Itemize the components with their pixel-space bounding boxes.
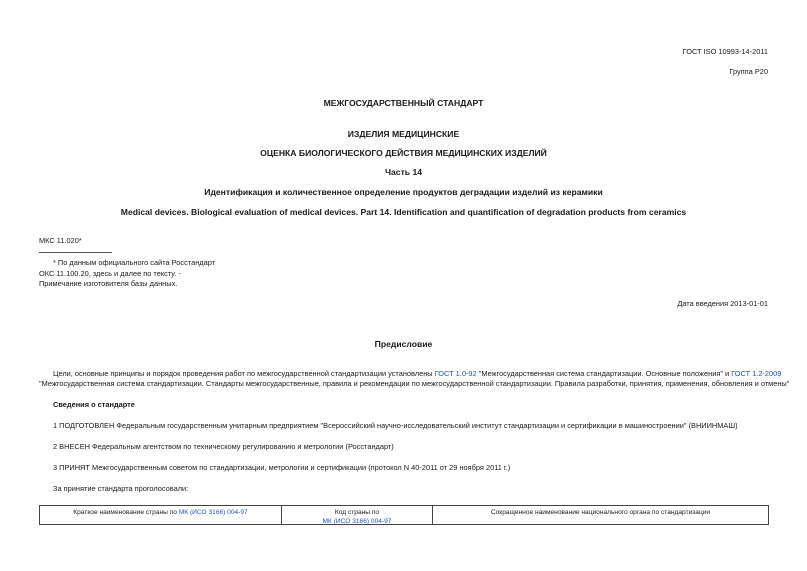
col-1-text: Краткое наименование страны по <box>73 509 177 516</box>
gost-1-2-2009-link[interactable]: ГОСТ 1.2-2009 <box>731 369 782 378</box>
foreword-heading: Предисловие <box>374 339 433 349</box>
col-1-mk-link[interactable]: МК (ИСО 3166) 004-97 <box>178 509 248 516</box>
foreword-paragraph-line-2: "Межгосударственная система стандартизации. Стандарты межгосударственные, правила и рекомендации по межгосударственной стандартизации. Правила разработки, принятия, применения, обновления и отмены" <box>39 379 790 388</box>
countries-table-header <box>39 505 769 525</box>
title-line-1: ИЗДЕЛИЯ МЕДИЦИНСКИЕ <box>347 129 460 139</box>
footnote-separator <box>39 252 112 253</box>
standard-type-title: МЕЖГОСУДАРСТВЕННЫЙ СТАНДАРТ <box>323 98 484 108</box>
footnote-line-2: ОКС 11.100.20, здесь и далее по тексту. - <box>39 269 181 278</box>
table-header-col-3: Сокращенное наименование национального органа по стандартизации <box>490 509 711 516</box>
gost-1-0-92-link[interactable]: ГОСТ 1.0-92 <box>434 369 477 378</box>
group-label: Группа Р20 <box>729 67 768 76</box>
info-item-1: 1 ПОДГОТОВЛЕН Федеральным государственным унитарным предприятием "Всероссийский научно-исследовательский институт стандартизации и сертификации в машиностроении" (ВНИИНМАШ) <box>53 421 738 430</box>
subtitle-en: Medical devices. Biological evaluation of medical devices. Part 14. Identification and quantification of degradation products from ceramics <box>120 207 687 217</box>
mks-code: МКС 11.020* <box>39 236 82 245</box>
foreword-paragraph-line-1 <box>53 369 781 378</box>
part-title: Часть 14 <box>384 167 423 177</box>
info-item-3: 3 ПРИНЯТ Межгосударственным советом по стандартизации, метрологии и сертификации (протокол N 40-2011 от 29 ноября 2011 г.) <box>53 463 511 472</box>
footnote-line-1: * По данным официального сайта Росстандарт <box>53 258 216 267</box>
standard-info-heading: Сведения о стандарте <box>53 400 135 409</box>
foreword-text-a: Цели, основные принципы и порядок проведения работ по межгосударственной стандартизации установлены <box>53 369 433 378</box>
subtitle-ru: Идентификация и количественное определение продуктов деградации изделий из керамики <box>204 187 603 197</box>
table-header-col-2 <box>282 506 433 524</box>
col-2-mk-link[interactable]: МК (ИСО 3166) 004-97 <box>322 518 392 525</box>
col-2-text: Код страны по <box>334 509 380 516</box>
title-line-2: ОЦЕНКА БИОЛОГИЧЕСКОГО ДЕЙСТВИЯ МЕДИЦИНСКИХ ИЗДЕЛИЙ <box>260 148 547 158</box>
footnote-line-3: Примечание изготовителя базы данных. <box>39 279 178 288</box>
doc-code: ГОСТ ISO 10993-14-2011 <box>682 47 768 56</box>
intro-date: Дата введения 2013-01-01 <box>677 299 768 308</box>
table-header-col-1 <box>40 506 282 524</box>
voted-label: За принятие стандарта проголосовали: <box>53 484 189 493</box>
foreword-text-b: "Межгосударственная система стандартизации. Основные положения" и <box>478 369 730 378</box>
info-item-2: 2 ВНЕСЕН Федеральным агентством по техническому регулированию и метрологии (Росстандарт) <box>53 442 394 451</box>
